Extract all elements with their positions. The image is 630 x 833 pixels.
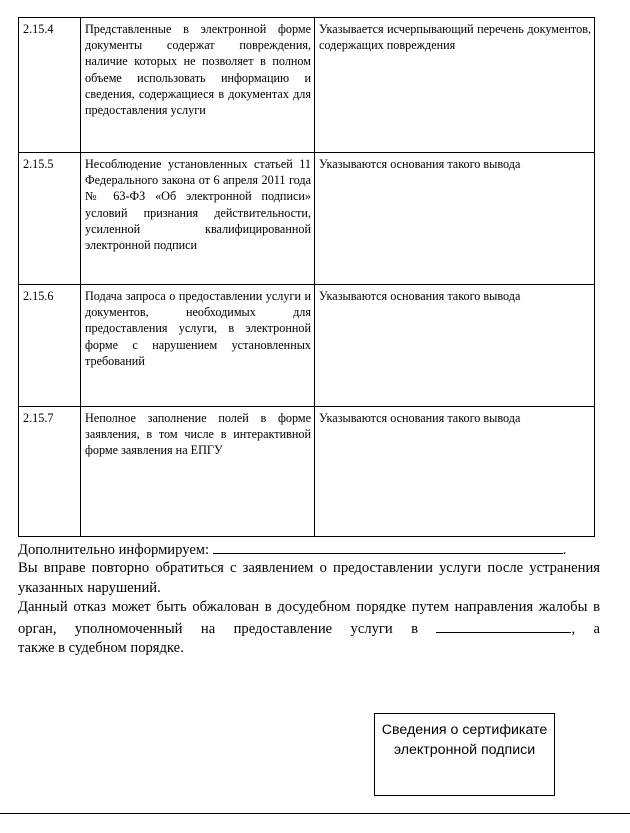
reason-description: Несоблюдение установленных статьей 11 Федерального закона от 6 апреля 2011 года № 63-ФЗ «Об электронной подписи» условий признания действительности, усиленной квалифицированной электронной подписи bbox=[81, 153, 315, 285]
authority-blank bbox=[436, 618, 571, 633]
table-row bbox=[19, 285, 595, 407]
appeal-text: Данный отказ может быть обжалован в досудебном порядке путем направления жалобы в орган, уполномоченный на предоставление услуги в , а bbox=[18, 599, 600, 637]
table-row bbox=[19, 18, 595, 153]
table-row bbox=[19, 153, 595, 285]
additional-info-line bbox=[18, 539, 600, 561]
reason-description: Неполное заполнение полей в форме заявления, в том числе в интерактивной форме заявления на ЕПГУ bbox=[81, 407, 315, 537]
reason-number: 2.15.6 bbox=[19, 285, 81, 407]
reason-description: Представленные в электронной форме документы содержат повреждения, наличие которых не позволяет в полном объеме использовать информацию и сведения, содержащиеся в документах для предоставления услуги bbox=[81, 18, 315, 153]
reason-explanation: Указывается исчерпывающий перечень документов, содержащих повреждения bbox=[315, 18, 595, 153]
signature-info-box bbox=[374, 713, 555, 796]
reason-number: 2.15.7 bbox=[19, 407, 81, 537]
table-row bbox=[19, 407, 595, 537]
signature-info-text: Сведения о сертификате электронной подписи bbox=[381, 722, 548, 758]
reason-number: 2.15.4 bbox=[19, 18, 81, 153]
additional-info-end: . bbox=[562, 542, 567, 558]
additional-info-blank bbox=[213, 539, 563, 554]
reason-explanation: Указываются основания такого вывода bbox=[315, 285, 595, 407]
bottom-divider bbox=[0, 813, 630, 814]
reason-explanation: Указываются основания такого вывода bbox=[315, 407, 595, 537]
reapply-paragraph: Вы вправе повторно обратиться с заявлением о предоставлении услуги после устранения указанных нарушений. bbox=[18, 560, 600, 596]
appeal-paragraph bbox=[18, 598, 600, 659]
additional-info-label: Дополнительно информируем: bbox=[18, 542, 210, 558]
reason-number: 2.15.5 bbox=[19, 153, 81, 285]
reason-explanation: Указываются основания такого вывода bbox=[315, 153, 595, 285]
appeal-text-end: также в судебном порядке. bbox=[18, 640, 184, 657]
reason-description: Подача запроса о предоставлении услуги и документов, необходимых для предоставления услуги, в электронной форме с нарушением установленных требований bbox=[81, 285, 315, 407]
refusal-reasons-table bbox=[18, 17, 595, 537]
